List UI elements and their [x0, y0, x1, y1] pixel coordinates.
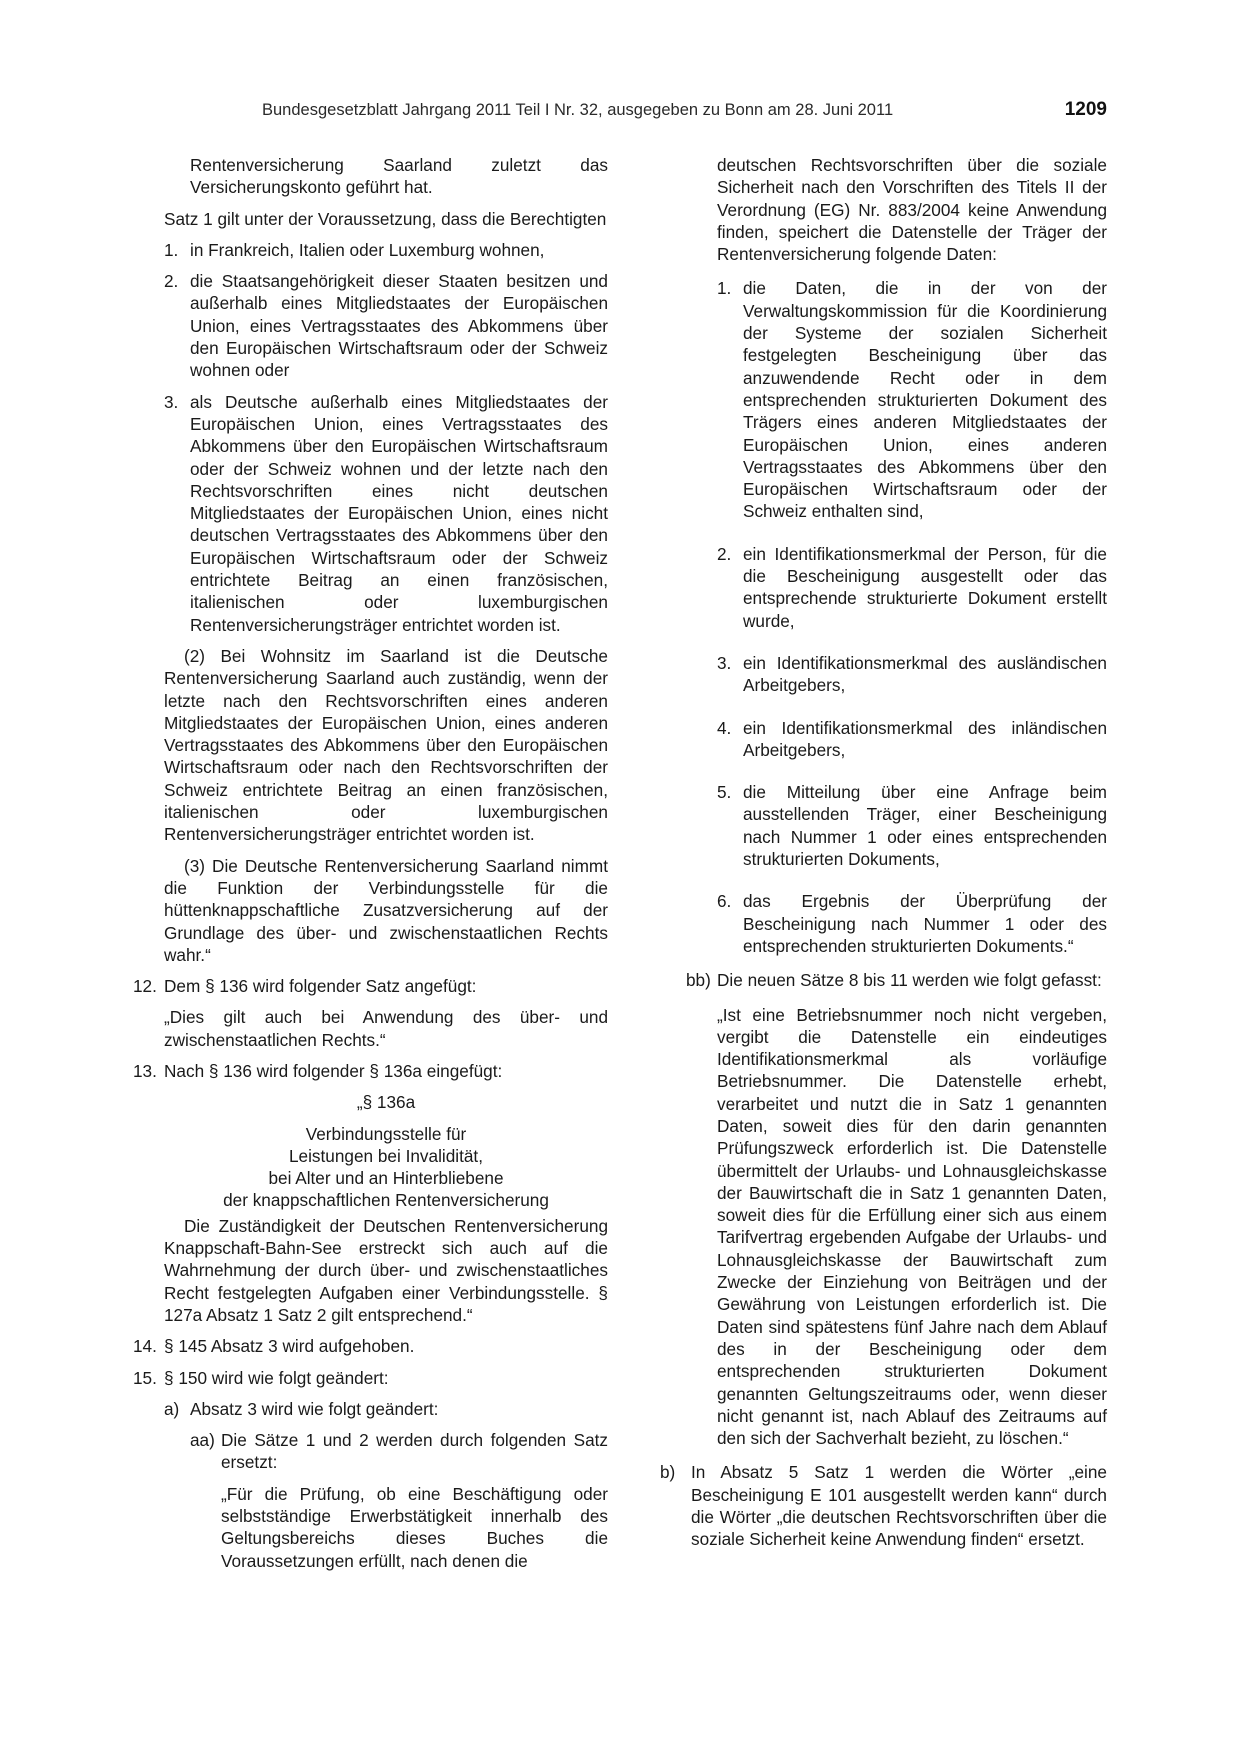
list-item-1 [133, 239, 608, 261]
section-heading [133, 1123, 608, 1212]
heading-line: der knappschaftlichen Rentenversicherung [223, 1190, 549, 1211]
item-b [660, 1461, 1107, 1550]
list-number: 1. [164, 239, 179, 260]
item-number: 15. [133, 1367, 157, 1388]
item-text: Nach § 136 wird folgender § 136a eingefügt: [164, 1060, 503, 1081]
list-item-2 [660, 543, 1107, 632]
item-letter: b) [660, 1462, 676, 1483]
item-14 [133, 1335, 608, 1357]
list-number: 5. [717, 782, 732, 803]
list-item-1 [660, 277, 1107, 522]
item-text: In Absatz 5 Satz 1 werden die Wörter „eine Bescheinigung E 101 ausgestellt werden kann“ durch die Wörter „die deutschen Rechtsvorschriften über die soziale Sicherheit keine Anwendung finden“ ersetzt. [691, 1462, 1107, 1550]
list-item-3 [660, 652, 1107, 697]
right-column [660, 154, 1107, 1551]
list-item-4 [660, 717, 1107, 762]
item-letter: aa) [190, 1430, 215, 1451]
item-number: 14. [133, 1336, 157, 1357]
left-column [133, 154, 608, 1572]
continuation-text: Rentenversicherung Saarland zuletzt das Versicherungskonto geführt hat. [190, 155, 608, 198]
section-body: Die Zuständigkeit der Deutschen Rentenversicherung Knappschaft-Bahn-See erstreckt sich auch auf die Wahrnehmung der durch über- und zwischenstaatliches Recht festgelegten Aufgaben einer Verbindungsstelle. § 127a Absatz 1 Satz 2 gilt entsprechend.“ [164, 1215, 608, 1325]
item-bb [660, 969, 1107, 991]
item-letter: a) [164, 1398, 180, 1419]
page-number: 1209 [1064, 99, 1107, 120]
list-number: 4. [717, 717, 732, 738]
list-item-6 [660, 890, 1107, 957]
item-12 [133, 975, 608, 997]
list-number: 2. [164, 271, 179, 292]
item-number: 13. [133, 1060, 157, 1081]
list-text: in Frankreich, Italien oder Luxemburg wohnen, [190, 239, 545, 260]
list-number: 2. [717, 543, 732, 564]
list-item-5 [660, 781, 1107, 870]
replacement-quote: „Für die Prüfung, ob eine Beschäftigung oder selbstständige Erwerbstätigkeit innerhalb des Geltungsbereichs dieses Buches die Voraussetzungen erfüllt, nach denen die [221, 1483, 608, 1571]
item-text: Dem § 136 wird folgender Satz angefügt: [164, 976, 477, 997]
list-text: ein Identifikationsmerkmal der Person, für die die Bescheinigung ausgestellt oder das entsprechende strukturierte Dokument erstellt wurde, [743, 543, 1107, 631]
list-item-3 [133, 391, 608, 636]
list-text: das Ergebnis der Überprüfung der Bescheinigung nach Nummer 1 oder des entsprechenden strukturierten Dokuments.“ [743, 891, 1107, 956]
item-12-quote: „Dies gilt auch bei Anwendung des über- und zwischenstaatlichen Rechts.“ [164, 1007, 608, 1050]
list-item-2 [133, 270, 608, 381]
item-text: Die neuen Sätze 8 bis 11 werden wie folgt gefasst: [717, 970, 1102, 991]
list-number: 3. [717, 652, 732, 673]
item-aa [133, 1429, 608, 1474]
list-text: die Mitteilung über eine Anfrage beim ausstellenden Träger, einer Bescheinigung nach Nummer 1 oder eines entsprechenden strukturierten Dokuments, [743, 782, 1107, 870]
list-text: ein Identifikationsmerkmal des ausländischen Arbeitgebers, [743, 652, 1107, 696]
running-title: Bundesgesetzblatt Jahrgang 2011 Teil I Nr. 32, ausgegeben zu Bonn am 28. Juni 2011 [262, 101, 894, 119]
list-number: 3. [164, 391, 179, 412]
item-15 [133, 1367, 608, 1389]
satz-1-condition: Satz 1 gilt unter der Voraussetzung, dass die Berechtigten [164, 208, 607, 229]
heading-line: Verbindungsstelle für [305, 1123, 467, 1144]
list-text: die Staatsangehörigkeit dieser Staaten besitzen und außerhalb eines Mitgliedstaates der Europäischen Union, eines Vertragsstaates des Abkommens über den Europäischen Wirtschaftsraum oder der Schweiz wohnen oder [190, 271, 608, 381]
heading-line: Leistungen bei Invalidität, [289, 1145, 483, 1166]
item-text: Absatz 3 wird wie folgt geändert: [190, 1398, 439, 1419]
list-text: die Daten, die in der von der Verwaltungskommission für die Koordinierung der Systeme der sozialen Sicherheit festgelegten Bescheinigung über das anzuwendende Recht oder in dem entsprechenden strukturierten Dokument des Trägers eines anderen Mitgliedstaates der Europäischen Union, eines anderen Vertragsstaates des Abkommens über den Europäischen Wirtschaftsraum oder der Schweiz enthalten sind, [743, 278, 1107, 522]
paragraph-2: (2) Bei Wohnsitz im Saarland ist die Deutsche Rentenversicherung Saarland auch zuständig, wenn der letzte nach den Rechtsvorschriften eines anderen Mitgliedstaates der Europäischen Union, eines anderen Vertragsstaates des Abkommens über den Europäischen Wirtschaftsraum oder nach den Rechtsvorschriften der Schweiz entrichtete Beitrag an einen französischen, italienischen oder luxemburgischen Rentenversicherungsträger entrichtet worden ist. [164, 645, 608, 845]
paragraph-3: (3) Die Deutsche Rentenversicherung Saarland nimmt die Funktion der Verbindungsstelle für die hüttenknappschaftliche Zusatzversicherung auf der Grundlage des über- und zwischenstaatlichen Rechts wahr.“ [164, 855, 608, 965]
page-header [262, 101, 1107, 127]
continuation-text: deutschen Rechtsvorschriften über die soziale Sicherheit nach den Vorschriften des Titels II der Verordnung (EG) Nr. 883/2004 keine Anwendung finden, speichert die Datenstelle der Träger der Rentenversicherung folgende Daten: [717, 155, 1107, 265]
section-number: „§ 136a [356, 1092, 416, 1113]
heading-line: bei Alter und an Hinterbliebene [268, 1168, 504, 1189]
list-text: ein Identifikationsmerkmal des inländischen Arbeitgebers, [743, 717, 1107, 760]
item-text: § 150 wird wie folgt geändert: [164, 1367, 389, 1388]
item-number: 12. [133, 976, 157, 997]
list-number: 1. [717, 278, 732, 299]
list-number: 6. [717, 891, 732, 912]
item-13 [133, 1060, 608, 1082]
list-text: als Deutsche außerhalb eines Mitgliedstaates der Europäischen Union, eines Vertragsstaates des Abkommens über den Europäischen Wirtschaftsraum oder der Schweiz wohnen und der letzte nach den Rechtsvorschriften eines nicht deutschen Mitgliedstaates der Europäischen Union, eines nicht deutschen Vertragsstaates des Abkommens über den Europäischen Wirtschaftsraum oder der Schweiz entrichtete Beitrag an einen französischen, italienischen oder luxemburgischen Rentenversicherungsträger entrichtet worden ist. [190, 391, 608, 635]
item-a [133, 1398, 608, 1420]
new-sentences-quote: „Ist eine Betriebsnummer noch nicht vergeben, vergibt die Datenstelle ein eindeutiges Identifikationsmerkmal als vorläufige Betriebsnummer. Die Datenstelle erhebt, verarbeitet und nutzt die in Satz 1 genannten Daten, soweit dies für den darin genannten Prüfungszweck erforderlich ist. Die Datenstelle übermittelt der Urlaubs- und Lohnausgleichskasse der Bauwirtschaft die in Satz 1 genannten Daten, soweit dies für die Erfüllung einer sich aus einem Tarifvertrag ergebenden Aufgabe der Urlaubs- und Lohnausgleichskasse der Bauwirtschaft zum Zwecke der Einziehung von Beiträgen und der Gewährung von Leistungen erforderlich ist. Die Daten sind spätestens fünf Jahre nach dem Ablauf des in der Bescheinigung oder dem entsprechenden strukturierten Dokument genannten Geltungszeitraums oder, wenn dieser nicht genannt ist, nach Ablauf des Zeitraums auf den sich der Sachverhalt bezieht, zu löschen.“ [717, 1004, 1107, 1449]
item-letter: bb) [686, 970, 711, 991]
item-text: § 145 Absatz 3 wird aufgehoben. [164, 1336, 415, 1357]
item-text: Die Sätze 1 und 2 werden durch folgenden Satz ersetzt: [221, 1430, 608, 1473]
